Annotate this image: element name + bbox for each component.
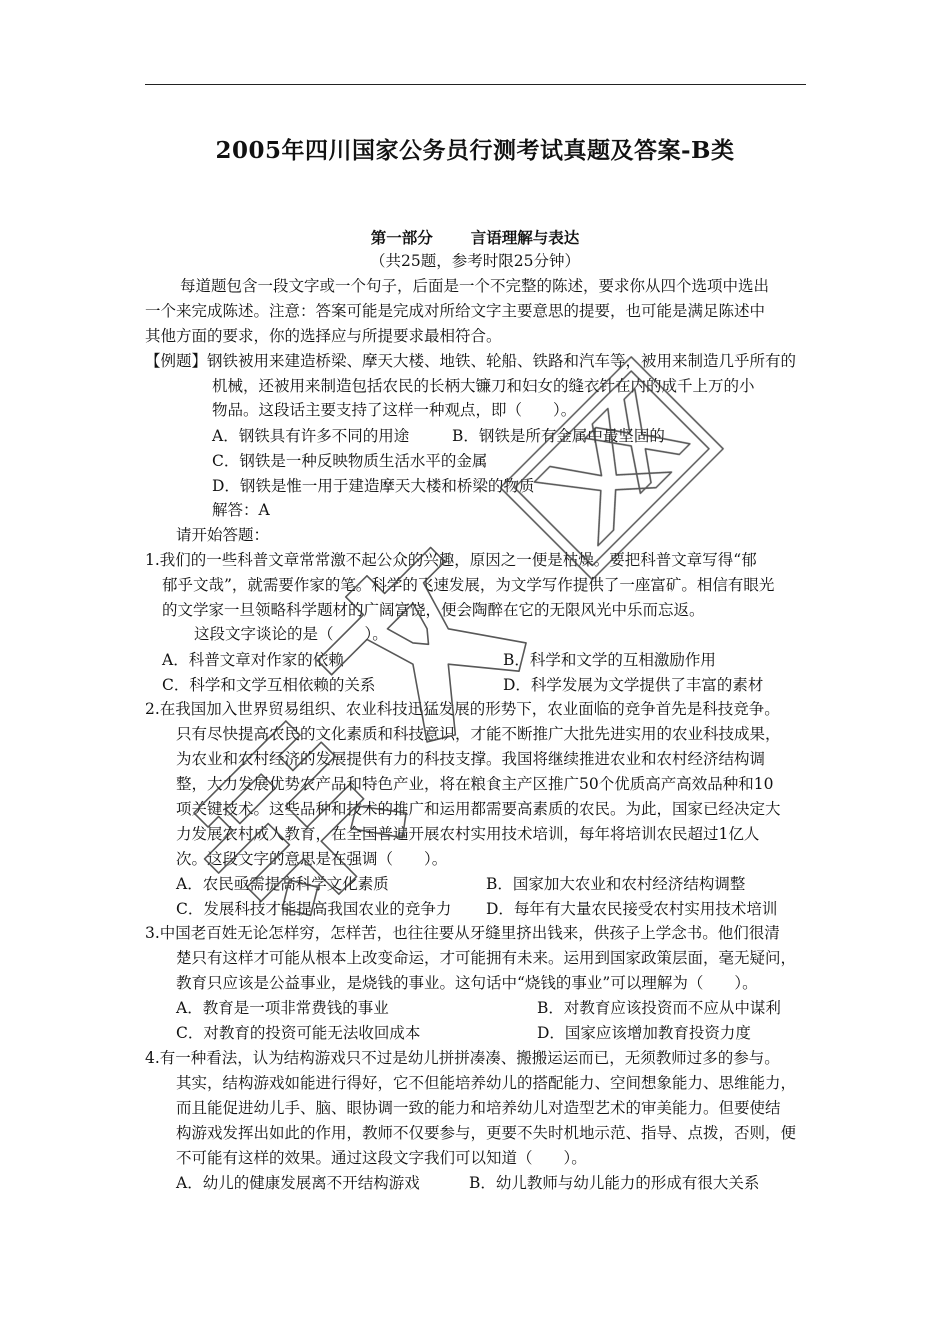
- option-a: A．教育是一项非常费钱的事业: [176, 999, 389, 1017]
- question-line: 力发展农村成人教育，在全国普遍开展农村实用技术培训，每年将培训农民超过1亿人: [176, 825, 760, 843]
- example-answer: 解答：A: [212, 501, 270, 519]
- example-option-c: C．钢铁是一种反映物质生活水平的金属: [212, 452, 488, 470]
- option-b: B．幼儿教师与幼儿能力的形成有很大关系: [469, 1174, 760, 1192]
- intro-line: 其他方面的要求，你的选择应与所提要求最相符合。: [145, 327, 502, 345]
- question-line: 构游戏发挥出如此的作用，教师不仅要参与，更要不失时机地示范、指导、点拨，否则，便: [176, 1124, 797, 1142]
- question-line: 整，大力发展优势农产品和特色产业，将在粮食主产区推广50个优质高产高效品种和10: [176, 775, 774, 793]
- question-line: 这段文字谈论的是（ ）。: [194, 625, 388, 643]
- example-option-a: A．钢铁具有许多不同的用途: [212, 427, 410, 445]
- question-line: 郁乎文哉”，就需要作家的笔。科学的飞速发展，为文学写作提供了一座富矿。相信有眼光: [162, 576, 775, 594]
- header-rule: [145, 84, 806, 85]
- document-title: 2005年四川国家公务员行测考试真题及答案-B类: [215, 137, 735, 164]
- option-b: B．对教育应该投资而不应从中谋利: [537, 999, 781, 1017]
- option-b: B．国家加大农业和农村经济结构调整: [486, 875, 746, 893]
- option-d: D．每年有大量农民接受农村实用技术培训: [486, 900, 778, 918]
- question-line: 教育只应该是公益事业，是烧钱的事业。这句话中“烧钱的事业”可以理解为（ ）。: [176, 974, 758, 992]
- option-d: D．国家应该增加教育投资力度: [537, 1024, 751, 1042]
- option-b: B．科学和文学的互相激励作用: [503, 651, 716, 669]
- option-c: C．对教育的投资可能无法收回成本: [176, 1024, 421, 1042]
- example-line: 物品。这段话主要支持了这样一种观点，即（ ）。: [212, 401, 577, 419]
- section-note: （共25题，参考时限25分钟）: [370, 252, 580, 270]
- option-d: D．科学发展为文学提供了丰富的素材: [503, 676, 764, 694]
- start-text: 请开始答题：: [176, 526, 270, 544]
- option-a: A．科普文章对作家的依赖: [162, 651, 344, 669]
- question-line: 只有尽快提高农民的文化素质和科技意识，才能不断推广大批先进实用的农业科技成果，: [176, 725, 781, 743]
- question-line: 而且能促进幼儿手、脑、眼协调一致的能力和培养幼儿对造型艺术的审美能力。但要使结: [176, 1099, 781, 1117]
- question-line: 为农业和农村经济的发展提供有力的科技支撑。我国将继续推进农业和农村经济结构调: [176, 750, 766, 768]
- example-option-b: B．钢铁是所有金属中最坚固的: [452, 427, 665, 445]
- question-line: 的文学家一旦领略科学题材的广阔富饶，便会陶醉在它的无限风光中乐而忘返。: [162, 601, 705, 619]
- question-line: 3.中国老百姓无论怎样穷，怎样苦，也往往要从牙缝里挤出钱来，供孩子上学念书。他们很清: [145, 924, 780, 942]
- example-line: 机械，还被用来制造包括农民的长柄大镰刀和妇女的缝衣针在内的成千上万的小: [212, 377, 755, 395]
- question-line: 1.我们的一些科普文章常常激不起公众的兴趣，原因之一便是枯燥。要把科普文章写得“郁: [145, 551, 757, 569]
- question-line: 其实，结构游戏如能进行得好，它不但能培养幼儿的搭配能力、空间想象能力、思维能力，: [176, 1074, 797, 1092]
- option-c: C．科学和文学互相依赖的关系: [162, 676, 376, 694]
- section-heading: [0, 226, 950, 248]
- question-line: 次。这段文字的意思是在强调（ ）。: [176, 850, 448, 868]
- question-line: 不可能有这样的效果。通过这段文字我们可以知道（ ）。: [176, 1149, 587, 1167]
- section-part: 第一部分: [370, 228, 433, 247]
- question-line: 2.在我国加入世界贸易组织、农业科技迅猛发展的形势下，农业面临的竞争首先是科技竞争。: [145, 700, 780, 718]
- example-option-d: D．钢铁是惟一用于建造摩天大楼和桥梁的物质: [212, 477, 535, 495]
- question-line: 楚只有这样才可能从根本上改变命运，才可能拥有未来。运用到国家政策层面，毫无疑问，: [176, 949, 797, 967]
- option-a: A．幼儿的健康发展离不开结构游戏: [176, 1174, 420, 1192]
- question-line: 4.有一种看法，认为结构游戏只不过是幼儿拼拼凑凑、搬搬运运而已，无须教师过多的参与。: [145, 1049, 780, 1067]
- option-a: A．农民亟需提高科学文化素质: [176, 875, 389, 893]
- question-line: 项关键技术。这些品种和技术的推广和运用都需要高素质的农民。为此，国家已经决定大: [176, 800, 781, 818]
- intro-line: 一个来完成陈述。注意：答案可能是完成对所给文字主要意思的提要，也可能是满足陈述中: [145, 302, 766, 320]
- intro-line: 每道题包含一段文字或一个句子，后面是一个不完整的陈述，要求你从四个选项中选出: [180, 277, 770, 295]
- section-name: 言语理解与表达: [470, 228, 580, 247]
- example-line: 【例题】钢铁被用来建造桥梁、摩天大楼、地铁、轮船、铁路和汽车等，被用来制造几乎所有的: [145, 352, 797, 370]
- option-c: C．发展科技才能提高我国农业的竞争力: [176, 900, 452, 918]
